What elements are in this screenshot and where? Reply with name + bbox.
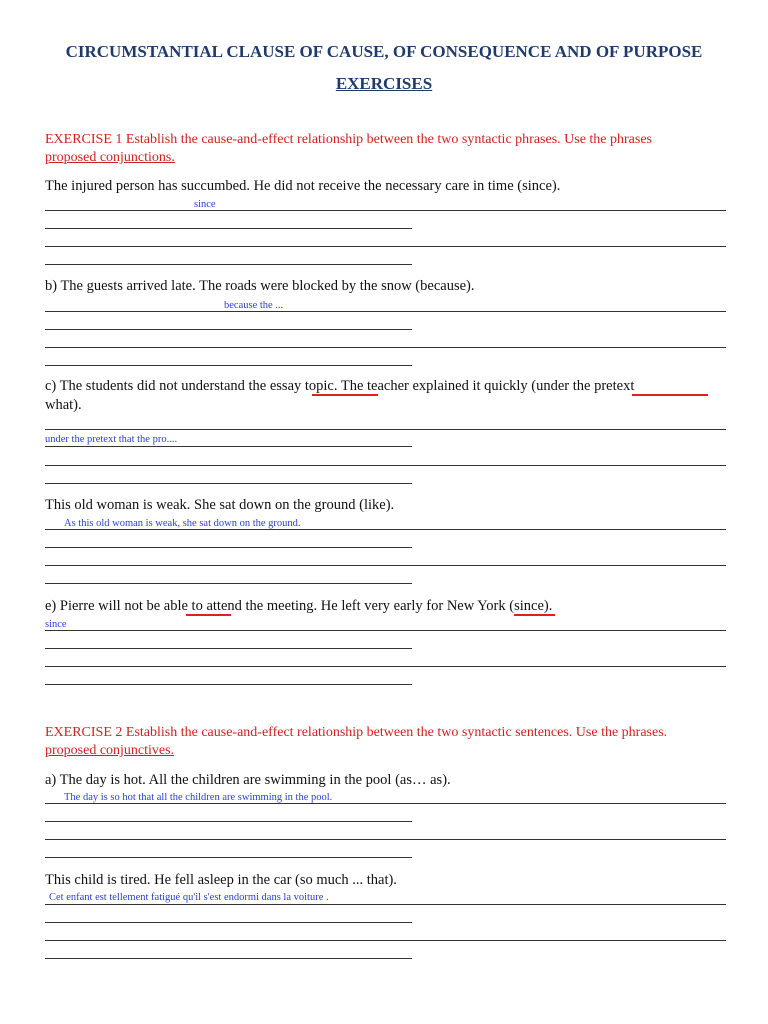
- exercise-1-sentence-3-cont: what).: [45, 397, 82, 413]
- spellcheck-underline: [632, 391, 708, 396]
- answer-line: [45, 583, 412, 584]
- exercise-2-answer-2[interactable]: Cet enfant est tellement fatigué qu'il s'est endormi dans la voiture .: [49, 892, 329, 903]
- answer-line: [45, 922, 412, 923]
- answer-line: [45, 821, 412, 822]
- answer-line: [45, 529, 726, 530]
- answer-line: [45, 347, 726, 348]
- answer-line: [45, 839, 726, 840]
- answer-line: [45, 684, 412, 685]
- answer-line: [45, 565, 726, 566]
- answer-line: [45, 246, 726, 247]
- spellcheck-underline: [514, 611, 555, 616]
- answer-line: [45, 666, 726, 667]
- answer-line: [45, 803, 726, 804]
- exercise-2-instruction: EXERCISE 2 Establish the cause-and-effect relationship between the two syntactic sentences. Use the phrases. proposed conjunctives.: [45, 725, 668, 758]
- exercise-1-sentence-2: b) The guests arrived late. The roads were blocked by the snow (because).: [45, 278, 475, 294]
- page-subtitle: EXERCISES: [335, 74, 433, 93]
- answer-line: [45, 228, 412, 229]
- exercise-2-sentence-1: a) The day is hot. All the children are swimming in the pool (as… as).: [45, 772, 451, 788]
- exercise-1-sentence-5: e) Pierre will not be able to attend the meeting. He left very early for New York (since).: [45, 598, 553, 614]
- answer-line: [45, 365, 412, 366]
- answer-line: [45, 210, 726, 211]
- exercise-1-answer-1[interactable]: since: [194, 199, 216, 210]
- exercise-1-answer-5[interactable]: since: [45, 619, 67, 630]
- spellcheck-underline: [312, 391, 378, 396]
- answer-line: [45, 429, 726, 430]
- answer-line: [45, 329, 412, 330]
- answer-line: [45, 940, 726, 941]
- exercise-2-sentence-2: This child is tired. He fell asleep in the car (so much ... that).: [45, 872, 397, 888]
- exercise-1-sentence-1: The injured person has succumbed. He did not receive the necessary care in time (since).: [45, 178, 561, 194]
- answer-line: [45, 311, 726, 312]
- exercise-1-answer-2[interactable]: because the ...: [224, 300, 284, 311]
- answer-line: [45, 264, 412, 265]
- answer-line: [45, 465, 726, 466]
- exercise-2-answer-1[interactable]: The day is so hot that all the children are swimming in the pool.: [64, 792, 333, 803]
- answer-line: [45, 857, 412, 858]
- exercise-1-answer-3[interactable]: under the pretext that the pro....: [45, 434, 178, 445]
- answer-line: [45, 547, 412, 548]
- answer-line: [45, 446, 412, 447]
- answer-line: [45, 958, 412, 959]
- answer-line: [45, 648, 412, 649]
- answer-line: [45, 904, 726, 905]
- page-title: CIRCUMSTANTIAL CLAUSE OF CAUSE, OF CONSEQUENCE AND OF PURPOSE: [65, 42, 703, 61]
- answer-line: [45, 630, 726, 631]
- exercise-1-answer-4[interactable]: As this old woman is weak, she sat down on the ground.: [64, 518, 301, 529]
- spellcheck-underline: [186, 611, 231, 616]
- exercise-1-sentence-4: This old woman is weak. She sat down on the ground (like).: [45, 497, 395, 513]
- exercise-1-sentence-3: c) The students did not understand the essay topic. The teacher explained it quickly (under the pretext: [45, 378, 635, 394]
- answer-line: [45, 483, 412, 484]
- exercise-1-instruction: EXERCISE 1 Establish the cause-and-effect relationship between the two syntactic phrases. Use the phrases proposed conjunctions.: [45, 132, 653, 165]
